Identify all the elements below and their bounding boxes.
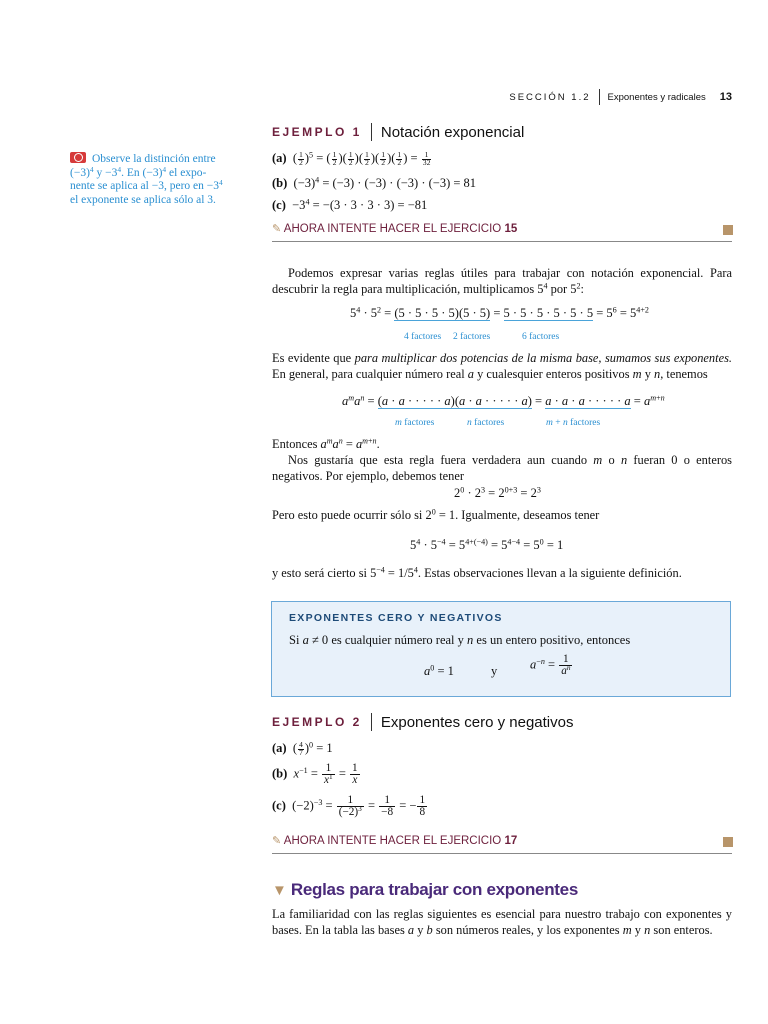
equation-negative: $5^4 \cdot 5^{-4} = 5^{4+(-4)} = 5^{4-4} = 5^0 = 1$ (410, 537, 564, 552)
pencil-icon: ✎ (272, 835, 282, 847)
definition-formula-2: $a^{-n}$ = $\frac{1}{a^n}$ (530, 653, 571, 678)
divider (272, 241, 732, 242)
equation-zero: $2^0 \cdot 2^3 = 2^{0+3} = 2^3$ (454, 485, 541, 500)
definition-title: EXPONENTES CERO Y NEGATIVOS (289, 612, 503, 624)
example1-item-a: (a) ( $\frac{1}{2}$ )$^5$ = ( $\frac{1}{2}$ )( $\frac{1}{2}$ )( $\frac{1}{2}$ )( $\frac{1}{2}$ )( $\frac{1}{2}$ ) = $\frac{1}{32}$ (272, 149, 431, 167)
now-try-1[interactable] (272, 222, 517, 235)
margin-note-text-a: Observe la distinción entre (92, 153, 216, 165)
gen-brace-label-2: n factores (467, 418, 505, 428)
definition-formula-1: $a^0 = 1$ (424, 663, 454, 678)
intro-paragraph-1: Podemos expresar varias reglas útiles para trabajar con notación exponencial. Para descubrir la regla para multiplicación, multiplicamos $5^4$ por $5^2$: (272, 266, 732, 296)
end-square-icon (723, 225, 733, 235)
intro-paragraph-5: Pero esto puede ocurrir sólo si $2^0 = 1$. Igualmente, deseamos tener (272, 507, 600, 522)
rules-heading (272, 880, 578, 900)
gen-brace-label-3: m + n factores (546, 418, 601, 428)
page-number: 13 (719, 91, 732, 103)
example2-item-b: (b) $x^{-1}$ = $\frac{1}{x^1}$ = $\frac{1}{x}$ (272, 762, 358, 787)
now-try-1-text: AHORA INTENTE HACER EL EJERCICIO (283, 223, 502, 235)
now-try-2-text: AHORA INTENTE HACER EL EJERCICIO (283, 835, 502, 847)
triangle-down-icon: ▼ (272, 881, 287, 899)
example2-label: EJEMPLO 2 (272, 715, 362, 729)
intro-paragraph-3: Entonces $a^ma^n = a^{m+n}$. (272, 436, 380, 451)
pencil-icon: ✎ (272, 223, 282, 235)
brace-label-2: 2 factores (453, 332, 491, 342)
brace-label-1: 4 factores (404, 332, 442, 342)
definition-box (271, 601, 731, 697)
example1-item-b: (b) $(-3)^4 = (-3) \cdot (-3) \cdot (-3) \cdot (-3) = 81$ (272, 175, 477, 190)
rules-paragraph: La familiaridad con las reglas siguientes es esencial para nuestro trabajo con exponentes y bases. En la tabla las bases a y b son números reales, y los exponentes m y n son enteros. (272, 907, 732, 937)
equation-product: $5^4 \cdot 5^2 = (5 \cdot 5 \cdot 5 \cdot 5)(5 \cdot 5) = 5 \cdot 5 \cdot 5 \cdot 5 \cdot 5 \cdot 5 = 5^6 = 5^{4+2}$ (350, 305, 649, 320)
now-try-2[interactable] (272, 834, 517, 847)
example2-item-a: (a) ( $\frac{4}{7}$ )$^0$ = 1 (272, 739, 333, 757)
gen-brace-label-1: m factores (395, 418, 435, 428)
example2-title: Exponentes cero y negativos (380, 713, 574, 731)
now-try-2-number: 17 (504, 835, 518, 847)
no-entry-icon (70, 152, 86, 163)
example1-heading (272, 123, 524, 141)
intro-paragraph-4: Nos gustaría que esta regla fuera verdadera aun cuando m o n fueran 0 o enteros negativos. Por ejemplo, debemos tener (272, 453, 732, 483)
running-header (509, 89, 732, 105)
definition-and: y (491, 664, 498, 678)
end-square-icon (723, 837, 733, 847)
now-try-1-number: 15 (504, 223, 518, 235)
intro-paragraph-6: y esto será cierto si $5^{-4} = 1/5^4$. Estas observaciones llevan a la siguiente definición. (272, 565, 682, 580)
brace-label-3: 6 factores (522, 332, 560, 342)
section-title: Exponentes y radicales (607, 91, 706, 103)
example1-item-c: $(c) -3^4 = -(3 \cdot 3 \cdot 3 \cdot 3) = -81$ (272, 197, 428, 212)
divider (272, 853, 732, 854)
example1-title: Notación exponencial (380, 123, 525, 141)
definition-text: Si a ≠ 0 es cualquier número real y n es un entero positivo, entonces (289, 633, 631, 647)
section-label: SECCIÓN 1.2 (509, 91, 591, 103)
intro-paragraph-2: Es evidente que para multiplicar dos potencias de la misma base, sumamos sus exponentes. En general, para cualquier número real a y cualesquier enteros positivos m y n, tenemos (272, 351, 732, 381)
example2-heading (272, 713, 573, 731)
rules-title: Reglas para trabajar con exponentes (290, 880, 578, 899)
example2-item-c: (c) $(-2)^{-3}$ = $\frac{1}{(-2)^3}$ = $\frac{1}{-8}$ = − $\frac{1}{8}$ (272, 794, 426, 819)
margin-note-text-b: el exponente se aplica sólo al 3. (70, 193, 216, 206)
example1-label: EJEMPLO 1 (272, 125, 362, 139)
margin-note: Observe la distinción entre $(-3)^4$ $y -3^4$. En $(-3)^4$ el expo- nente se aplica al −3, pero en $-3^4$ el exponente se aplica sólo al 3. (70, 153, 223, 206)
equation-general: $a^ma^n = (a \cdot a$ · · · · · a)(a · a · · · · · a) = a · a · a · · · · · $a = a^{m+n}$ (342, 393, 665, 408)
